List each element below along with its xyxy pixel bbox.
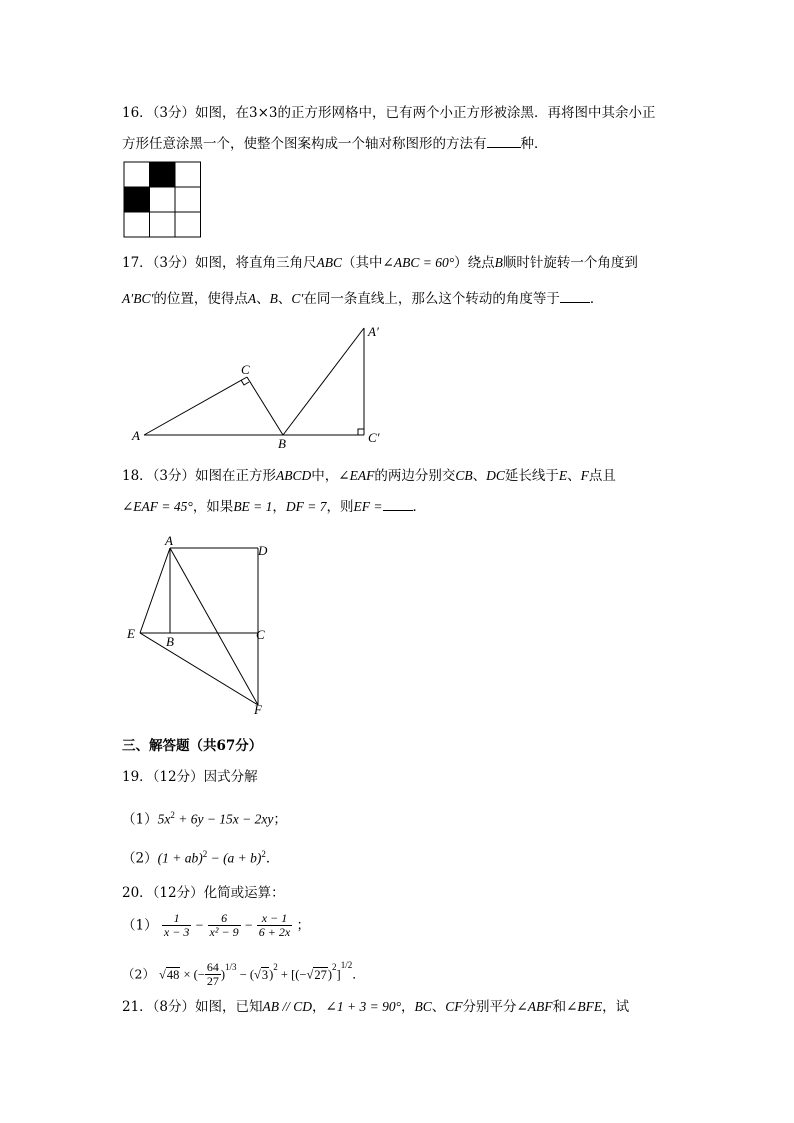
q16-grid-figure bbox=[123, 161, 203, 239]
q20-part2: （2） √48 × (− $\frac{64}{27}$ )$^{1/3} - (√3)^2 + [(-√27)^2]^{1/2}$． bbox=[122, 960, 365, 988]
segment-ac bbox=[144, 377, 247, 435]
grid-cell-filled bbox=[150, 162, 176, 187]
grid-cell-empty bbox=[175, 187, 201, 212]
grid-cell-empty bbox=[150, 187, 176, 212]
q16-line2: 方形任意涂黑一个，使整个图案构成一个轴对称图形的方法有 种． bbox=[122, 136, 548, 152]
grid-cell-empty bbox=[175, 212, 201, 237]
label-c: C bbox=[241, 362, 250, 377]
label-ap: A′ bbox=[368, 324, 379, 339]
grid-cell-empty bbox=[124, 162, 150, 187]
right-angle-mark-c bbox=[241, 380, 249, 385]
grid-cell-empty bbox=[175, 162, 201, 187]
q16-line1: 16．（3分）如图，在3×3的正方形网格中，已有两个小正方形被涂黑．再将图中其余小正 bbox=[122, 105, 656, 121]
fraction: $\frac{64}{27}$ bbox=[206, 960, 219, 988]
answer-blank bbox=[560, 290, 590, 303]
label-b: B bbox=[166, 634, 174, 649]
label-b: B bbox=[278, 436, 286, 451]
grid-cell-empty bbox=[150, 212, 176, 237]
segment-bap bbox=[283, 328, 364, 435]
label-cp: C′ bbox=[368, 430, 380, 445]
label-a: A bbox=[165, 535, 173, 548]
grid-cell-empty bbox=[124, 212, 150, 237]
q20-title: 20．（12分）化简或运算： bbox=[122, 885, 285, 901]
q17-rotation-figure bbox=[130, 322, 390, 452]
q18-square-figure bbox=[122, 535, 282, 720]
q21-line1: 21．（8分）如图，已知AB // CD，∠1 + 3 = 90°，BC、CF分别平分∠ABF和∠BFE，试 bbox=[122, 999, 630, 1015]
label-a: A bbox=[132, 428, 140, 443]
q17-line2: A′BC′的位置，使得点A、B、C′在同一条直线上，那么这个转动的角度等于 ． bbox=[122, 291, 604, 307]
answer-blank bbox=[383, 498, 413, 511]
q18-line2: ∠EAF = 45°，如果BE = 1，DF = 7，则EF = ． bbox=[122, 499, 427, 515]
segment-ef bbox=[140, 633, 258, 705]
right-angle-mark-cp bbox=[358, 429, 364, 435]
q20-part1: （1） $\frac{1}{x - 3}$ − $\frac{6}{\text{x² − 9}}$ − $\frac{x - 1}{6 + 2x}$ ； bbox=[122, 911, 311, 939]
q18-line1: 18．（3分）如图在正方形ABCD中，∠EAF的两边分别交CB、DC延长线于E、F点且 bbox=[122, 468, 616, 484]
grid-cell-filled bbox=[124, 187, 150, 212]
segment-af bbox=[170, 548, 258, 705]
q19-part1: $(1)5x^2 + 6y - 15x - 2xy$； bbox=[122, 810, 287, 828]
label-c: C bbox=[256, 627, 265, 642]
q19-part2: $(2)(1 + ab)^2 - (a + b)^2$． bbox=[122, 849, 280, 867]
fraction: $\frac{6}{\text{x² − 9}}$ bbox=[209, 911, 239, 939]
fraction: $\frac{1}{x - 3}$ bbox=[163, 911, 190, 939]
label-d: D bbox=[258, 543, 268, 558]
segment-cb bbox=[247, 377, 283, 435]
fraction: $\frac{x - 1}{6 + 2x}$ bbox=[258, 911, 291, 939]
section-title: 三、解答题（共67分） bbox=[122, 738, 263, 754]
answer-blank bbox=[487, 135, 521, 148]
q19-title: 19．（12分）因式分解 bbox=[122, 769, 258, 785]
label-f: F bbox=[254, 702, 262, 717]
segment-ae bbox=[140, 548, 170, 633]
q17-line1: 17．（3分）如图，将直角三角尺ABC（其中∠ABC = 60°）绕点B顺时针旋转一个角度到 bbox=[122, 255, 638, 271]
label-e: E bbox=[127, 626, 135, 641]
